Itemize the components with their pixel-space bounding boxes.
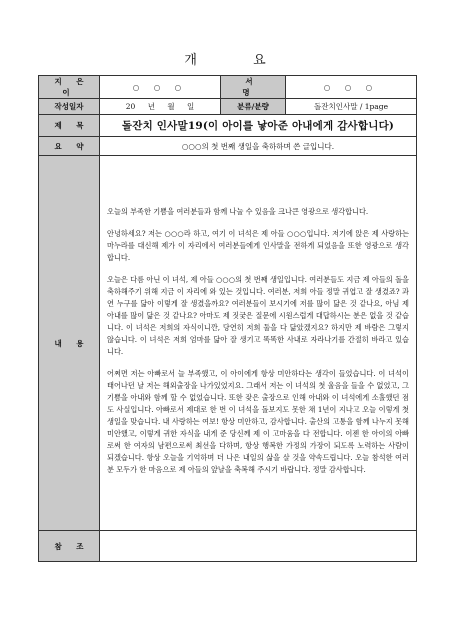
content-paragraph: 안녕하세요? 저는 ○○○라 하고, 여기 이 녀석은 제 아들 ○○○입니다. 저기에 앉은 제 사랑하는 마누라를 대신해 제가 이 자리에서 여러분들에게 인사말을 전하게 되었음을 또한 영광으로 생각합니다. [107,229,409,262]
reference-value [100,531,417,562]
summary-row [39,137,417,156]
content-label: 내 용 [39,156,100,531]
signature-label: 서 명 [221,76,286,99]
title-value: 돌잔치 인사말19(이 아이를 낳아준 아내에게 감사합니다) [100,115,417,137]
page-title: 개 요 [184,53,292,68]
date-row [39,99,417,115]
content-body [100,156,417,531]
overview-table [38,75,417,562]
content-paragraph: 오늘의 부족한 기쁨을 여러분들과 함께 나눌 수 있음을 크나큰 영광으로 생각합니다. [107,207,369,216]
signature-value: ○ ○ ○ [286,76,417,99]
reference-row [39,531,417,562]
content-paragraph: 오늘은 다름 아닌 이 녀석, 제 아들 ○○○의 첫 번째 생일입니다. 여러분들도 지금 제 아들의 돌을 축하해주기 위해 지금 이 자리에 와 있는 것입니다. 여러분, 저희 아들 정말 귀엽고 잘 생겼죠? 과연 누구를 닮아 이렇게 잘 생겼을까요? 여러분들이 보시기에 저를 많이 닮은 것 같나요, 아님 제 아내를 많이 닮은 것 같나요? 아마도 제 짓궂은 질문에 시원스럽게 대답하시는 분은 없을 것 같습니다. 이 녀석은 저희의 자식이니깐, 당연히 저희 둘을 다 닮았겠지요? 하지만 제 바람은 그렇지 않습니다. 이 녀석은 저희 엄마를 닮아 잘 생기고 똑똑한 사내로 자라나기를 간절히 바라고 있습니다. [107,275,409,356]
date-label: 작성일자 [39,99,100,115]
author-row [39,76,417,99]
title-label: 제 목 [39,115,100,137]
content-row [39,156,417,531]
title-row [39,115,417,137]
category-label: 분류/분량 [221,99,286,115]
category-value: 돌잔치인사말 / 1page [286,99,417,115]
content-paragraph: 어쩌면 저는 아빠로서 늘 부족했고, 이 아이에게 항상 미안하다는 생각이 들었습니다. 이 녀석이 태어나던 날 저는 해외출장을 나가있었지요. 그래서 저는 이 녀석의 첫 울음을 들을 수 없었고, 그 기쁨을 아내와 함께 할 수 없었습니다. 또한 잦은 출장으로 인해 아내와 이 녀석에게 소홀했던 점도 사실입니다. 아빠로서 제대로 한 번 이 녀석을 돌보지도 못한 채 1년이 지나고 오늘 이렇게 첫 생일을 맞습니다. 내 사랑하는 여보! 항상 미안하고, 감사합니다. 출산의 고통을 함께 나누지 못해 미안했고, 이렇게 귀한 자식을 내게 준 당신께 제 이 고마움을 다 전합니다. 이젠 한 아이의 아빠로써 한 여자의 남편으로써 최선을 다하며, 항상 행복한 가정의 가장이 되도록 노력하는 사람이 되겠습니다. 항상 오늘을 기억하며 더 나은 내일의 삶을 살 것을 약속드립니다. 오늘 참석한 여러분 모두가 한 마음으로 제 아들의 앞날을 축복해 주시기 바랍니다. 정말 감사합니다. [107,369,409,474]
date-value: 20 년 월 일 [100,99,221,115]
summary-value: ○○○의 첫 번째 생일을 축하하며 쓴 글입니다. [100,137,417,156]
author-value: ○ ○ ○ [100,76,221,99]
author-label: 지 은 이 [39,76,100,99]
reference-label: 참 조 [39,531,100,562]
summary-label: 요 약 [39,137,100,156]
